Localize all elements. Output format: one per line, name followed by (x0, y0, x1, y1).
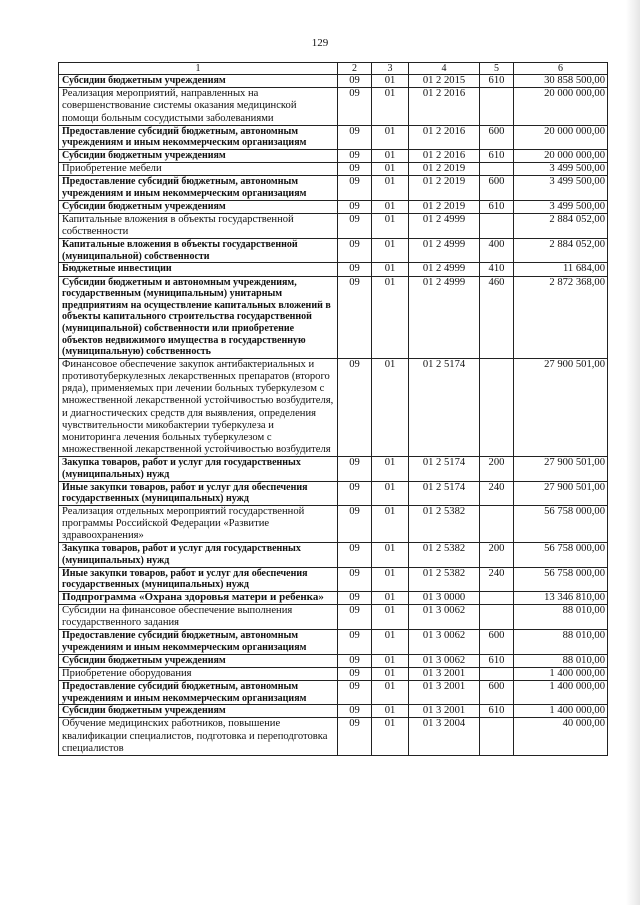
row-section-cell: 09 (338, 213, 372, 238)
row-subsection-cell: 01 (372, 150, 409, 163)
row-amount-cell: 3 499 500,00 (514, 163, 608, 176)
row-target-code-cell: 01 2 2016 (409, 125, 480, 149)
row-section-cell: 09 (338, 667, 372, 680)
row-expense-type-cell (480, 667, 514, 680)
row-amount-cell: 1 400 000,00 (514, 667, 608, 680)
row-name-cell: Реализация отдельных мероприятий государственной программы Российской Федерации «Развитие здравоохранения» (59, 505, 338, 543)
row-amount-cell: 11 684,00 (514, 263, 608, 276)
table-row (59, 718, 608, 756)
row-name-cell: Предоставление субсидий бюджетным, автономным учреждениям и иным некоммерческим организациям (59, 176, 338, 200)
row-subsection-cell: 01 (372, 457, 409, 481)
header-cell-5: 5 (480, 63, 514, 75)
header-cell-4: 4 (409, 63, 480, 75)
scan-edge-shadow (626, 0, 640, 905)
row-target-code-cell: 01 2 5174 (409, 481, 480, 505)
row-expense-type-cell: 460 (480, 276, 514, 358)
table-row (59, 163, 608, 176)
row-name-cell: Финансовое обеспечение закупок антибактериальных и противотуберкулезных лекарственных препаратов (второго ряда), применяемых при лечении больных туберкулезом с множественной лекарственной устойчивостью возбудителя, и диагностических средств для выявления, определения чувствительности микобактерии туберкулеза и мониторинга лечения больных туберкулезом с множественной лекарственной устойчивостью возбудителя (59, 358, 338, 457)
row-name-cell: Приобретение мебели (59, 163, 338, 176)
row-name-cell: Закупка товаров, работ и услуг для государственных (муниципальных) нужд (59, 543, 338, 567)
row-target-code-cell: 01 2 4999 (409, 239, 480, 263)
table-row (59, 481, 608, 505)
row-section-cell: 09 (338, 543, 372, 567)
table-row (59, 213, 608, 238)
row-name-cell: Субсидии бюджетным и автономным учреждениям, государственным (муниципальным) унитарным предприятиям на осуществление капитальных вложений в объекты капитального строительства государственной (муниципальной) собственности или приобретение объектов недвижимого имущества в государственную (муниципальную) собственность (59, 276, 338, 358)
row-target-code-cell: 01 2 4999 (409, 213, 480, 238)
row-name-cell: Иные закупки товаров, работ и услуг для обеспечения государственных (муниципальных) нужд (59, 567, 338, 591)
row-amount-cell: 27 900 501,00 (514, 457, 608, 481)
row-expense-type-cell: 200 (480, 457, 514, 481)
row-target-code-cell: 01 3 2001 (409, 705, 480, 718)
row-expense-type-cell: 610 (480, 150, 514, 163)
row-section-cell: 09 (338, 680, 372, 704)
row-name-cell: Субсидии на финансовое обеспечение выполнения государственного задания (59, 604, 338, 629)
row-name-cell: Субсидии бюджетным учреждениям (59, 75, 338, 88)
table-row (59, 263, 608, 276)
row-target-code-cell: 01 3 0062 (409, 654, 480, 667)
row-target-code-cell: 01 3 0062 (409, 630, 480, 654)
row-expense-type-cell: 600 (480, 630, 514, 654)
row-amount-cell: 2 884 052,00 (514, 213, 608, 238)
row-expense-type-cell (480, 358, 514, 457)
row-amount-cell: 88 010,00 (514, 630, 608, 654)
table-row (59, 680, 608, 704)
row-target-code-cell: 01 2 4999 (409, 276, 480, 358)
row-section-cell: 09 (338, 718, 372, 756)
row-expense-type-cell (480, 591, 514, 604)
page-number: 129 (311, 37, 329, 49)
row-amount-cell: 27 900 501,00 (514, 481, 608, 505)
table-row (59, 125, 608, 149)
row-subsection-cell: 01 (372, 705, 409, 718)
row-name-cell: Подпрограмма «Охрана здоровья матери и ребенка» (59, 591, 338, 604)
table-row (59, 630, 608, 654)
header-cell-3: 3 (372, 63, 409, 75)
row-expense-type-cell: 600 (480, 176, 514, 200)
row-amount-cell: 3 499 500,00 (514, 176, 608, 200)
row-amount-cell: 20 000 000,00 (514, 150, 608, 163)
row-target-code-cell: 01 2 2015 (409, 75, 480, 88)
row-target-code-cell: 01 2 4999 (409, 263, 480, 276)
table-row (59, 705, 608, 718)
budget-table (58, 62, 608, 756)
row-name-cell: Предоставление субсидий бюджетным, автономным учреждениям и иным некоммерческим организациям (59, 680, 338, 704)
row-amount-cell: 20 000 000,00 (514, 88, 608, 126)
row-name-cell: Обучение медицинских работников, повышение квалификации специалистов, подготовка и переподготовка специалистов (59, 718, 338, 756)
row-target-code-cell: 01 2 2019 (409, 163, 480, 176)
row-expense-type-cell: 600 (480, 125, 514, 149)
header-cell-6: 6 (514, 63, 608, 75)
row-section-cell: 09 (338, 457, 372, 481)
table-row (59, 75, 608, 88)
row-subsection-cell: 01 (372, 567, 409, 591)
row-name-cell: Капитальные вложения в объекты государственной собственности (59, 213, 338, 238)
row-subsection-cell: 01 (372, 163, 409, 176)
row-section-cell: 09 (338, 358, 372, 457)
row-subsection-cell: 01 (372, 358, 409, 457)
row-expense-type-cell: 200 (480, 543, 514, 567)
row-expense-type-cell (480, 163, 514, 176)
row-expense-type-cell: 610 (480, 654, 514, 667)
row-target-code-cell: 01 2 2019 (409, 176, 480, 200)
row-target-code-cell: 01 3 2004 (409, 718, 480, 756)
row-expense-type-cell (480, 505, 514, 543)
row-expense-type-cell: 600 (480, 680, 514, 704)
table-row (59, 604, 608, 629)
table-row (59, 667, 608, 680)
row-section-cell: 09 (338, 163, 372, 176)
row-name-cell: Капитальные вложения в объекты государственной (муниципальной) собственности (59, 239, 338, 263)
row-name-cell: Субсидии бюджетным учреждениям (59, 654, 338, 667)
row-section-cell: 09 (338, 505, 372, 543)
row-name-cell: Бюджетные инвестиции (59, 263, 338, 276)
table-row (59, 88, 608, 126)
row-target-code-cell: 01 3 2001 (409, 667, 480, 680)
table-row (59, 543, 608, 567)
row-section-cell: 09 (338, 176, 372, 200)
row-expense-type-cell: 410 (480, 263, 514, 276)
row-name-cell: Субсидии бюджетным учреждениям (59, 705, 338, 718)
row-name-cell: Предоставление субсидий бюджетным, автономным учреждениям и иным некоммерческим организациям (59, 630, 338, 654)
row-section-cell: 09 (338, 200, 372, 213)
row-subsection-cell: 01 (372, 680, 409, 704)
row-amount-cell: 56 758 000,00 (514, 567, 608, 591)
row-amount-cell: 88 010,00 (514, 604, 608, 629)
row-section-cell: 09 (338, 276, 372, 358)
row-subsection-cell: 01 (372, 75, 409, 88)
row-subsection-cell: 01 (372, 276, 409, 358)
row-section-cell: 09 (338, 75, 372, 88)
row-expense-type-cell: 240 (480, 481, 514, 505)
row-amount-cell: 1 400 000,00 (514, 680, 608, 704)
row-section-cell: 09 (338, 263, 372, 276)
table-row (59, 150, 608, 163)
row-amount-cell: 27 900 501,00 (514, 358, 608, 457)
row-amount-cell: 40 000,00 (514, 718, 608, 756)
row-amount-cell: 20 000 000,00 (514, 125, 608, 149)
row-section-cell: 09 (338, 239, 372, 263)
row-target-code-cell: 01 2 5382 (409, 567, 480, 591)
row-target-code-cell: 01 2 2016 (409, 88, 480, 126)
row-subsection-cell: 01 (372, 591, 409, 604)
row-name-cell: Предоставление субсидий бюджетным, автономным учреждениям и иным некоммерческим организациям (59, 125, 338, 149)
row-amount-cell: 2 884 052,00 (514, 239, 608, 263)
table-row (59, 358, 608, 457)
row-expense-type-cell (480, 604, 514, 629)
row-subsection-cell: 01 (372, 481, 409, 505)
row-name-cell: Реализация мероприятий, направленных на совершенствование системы оказания медицинской помощи больным сосудистыми заболеваниями (59, 88, 338, 126)
row-amount-cell: 1 400 000,00 (514, 705, 608, 718)
row-target-code-cell: 01 3 0000 (409, 591, 480, 604)
table-row (59, 200, 608, 213)
row-name-cell: Субсидии бюджетным учреждениям (59, 200, 338, 213)
row-expense-type-cell: 610 (480, 75, 514, 88)
row-name-cell: Приобретение оборудования (59, 667, 338, 680)
row-target-code-cell: 01 2 5174 (409, 457, 480, 481)
row-expense-type-cell (480, 88, 514, 126)
row-section-cell: 09 (338, 604, 372, 629)
table-row (59, 276, 608, 358)
row-expense-type-cell (480, 718, 514, 756)
table-row (59, 567, 608, 591)
row-name-cell: Субсидии бюджетным учреждениям (59, 150, 338, 163)
row-expense-type-cell: 610 (480, 705, 514, 718)
row-subsection-cell: 01 (372, 88, 409, 126)
row-target-code-cell: 01 2 5382 (409, 505, 480, 543)
row-section-cell: 09 (338, 150, 372, 163)
row-amount-cell: 2 872 368,00 (514, 276, 608, 358)
row-target-code-cell: 01 2 2016 (409, 150, 480, 163)
table-row (59, 591, 608, 604)
table-row (59, 457, 608, 481)
table-row (59, 239, 608, 263)
row-subsection-cell: 01 (372, 176, 409, 200)
row-subsection-cell: 01 (372, 263, 409, 276)
row-section-cell: 09 (338, 481, 372, 505)
header-cell-1: 1 (59, 63, 338, 75)
row-expense-type-cell: 610 (480, 200, 514, 213)
row-section-cell: 09 (338, 125, 372, 149)
row-amount-cell: 88 010,00 (514, 654, 608, 667)
row-subsection-cell: 01 (372, 543, 409, 567)
row-section-cell: 09 (338, 88, 372, 126)
row-target-code-cell: 01 2 2019 (409, 200, 480, 213)
row-target-code-cell: 01 2 5382 (409, 543, 480, 567)
row-expense-type-cell: 240 (480, 567, 514, 591)
row-subsection-cell: 01 (372, 200, 409, 213)
row-amount-cell: 56 758 000,00 (514, 505, 608, 543)
row-subsection-cell: 01 (372, 505, 409, 543)
row-expense-type-cell: 400 (480, 239, 514, 263)
row-subsection-cell: 01 (372, 654, 409, 667)
row-section-cell: 09 (338, 630, 372, 654)
row-subsection-cell: 01 (372, 213, 409, 238)
row-name-cell: Закупка товаров, работ и услуг для государственных (муниципальных) нужд (59, 457, 338, 481)
row-target-code-cell: 01 3 2001 (409, 680, 480, 704)
budget-table-body (59, 63, 608, 756)
table-row (59, 505, 608, 543)
row-subsection-cell: 01 (372, 604, 409, 629)
table-row (59, 654, 608, 667)
row-subsection-cell: 01 (372, 125, 409, 149)
row-section-cell: 09 (338, 591, 372, 604)
table-header-row (59, 63, 608, 75)
row-amount-cell: 56 758 000,00 (514, 543, 608, 567)
row-subsection-cell: 01 (372, 630, 409, 654)
row-subsection-cell: 01 (372, 667, 409, 680)
row-name-cell: Иные закупки товаров, работ и услуг для обеспечения государственных (муниципальных) нужд (59, 481, 338, 505)
row-subsection-cell: 01 (372, 239, 409, 263)
row-section-cell: 09 (338, 654, 372, 667)
header-cell-2: 2 (338, 63, 372, 75)
row-target-code-cell: 01 3 0062 (409, 604, 480, 629)
row-section-cell: 09 (338, 705, 372, 718)
row-amount-cell: 3 499 500,00 (514, 200, 608, 213)
row-target-code-cell: 01 2 5174 (409, 358, 480, 457)
row-subsection-cell: 01 (372, 718, 409, 756)
row-amount-cell: 13 346 810,00 (514, 591, 608, 604)
table-row (59, 176, 608, 200)
row-expense-type-cell (480, 213, 514, 238)
row-section-cell: 09 (338, 567, 372, 591)
row-amount-cell: 30 858 500,00 (514, 75, 608, 88)
